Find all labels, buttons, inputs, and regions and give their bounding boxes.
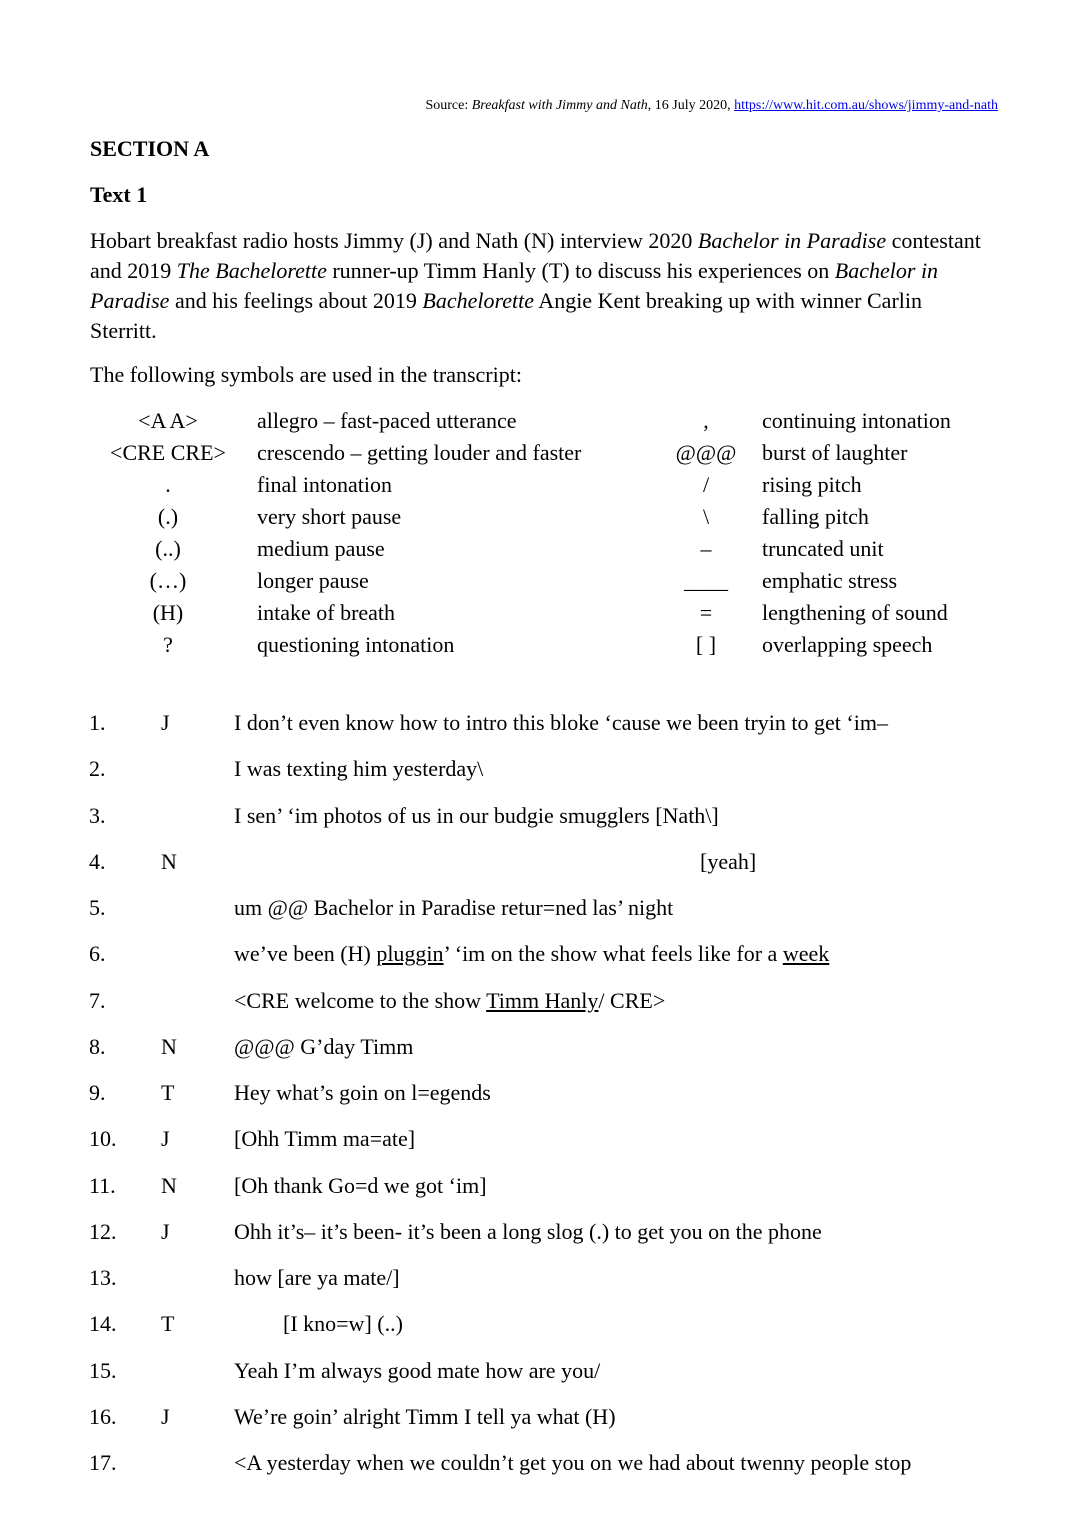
symbol: , [703, 408, 709, 433]
symbol: [ ] [695, 632, 717, 657]
symbol-meaning: longer pause [257, 568, 369, 593]
line-number: 1. [89, 710, 106, 735]
line-number: 12. [89, 1219, 117, 1244]
show-title: Bachelor in Paradise [90, 258, 939, 313]
transcript-line [0, 803, 1084, 833]
intro-paragraph [90, 226, 990, 346]
symbol-meaning: allegro – fast-paced utterance [257, 408, 517, 433]
source-label: Source: [425, 98, 472, 113]
symbol-meaning: medium pause [257, 536, 385, 561]
utterance: I was texting him yesterday\ [234, 756, 484, 781]
transcript-line [0, 1450, 1084, 1480]
line-number: 7. [89, 988, 106, 1013]
utterance: I don’t even know how to intro this bloke ‘cause we been tryin to get ‘im– [234, 710, 888, 735]
speaker: N [161, 849, 177, 874]
show-title: The Bachelorette [176, 258, 327, 283]
line-number: 5. [89, 895, 106, 920]
symbol: ____ [684, 568, 728, 593]
symbol: @@@ [675, 440, 737, 465]
symbol-row [0, 568, 1084, 600]
source-date: , 16 July 2020, [647, 98, 735, 113]
source-programme: Breakfast with Jimmy and Nath [471, 98, 648, 113]
utterance: Hey what’s goin on l=egends [234, 1080, 491, 1105]
symbol-row [0, 408, 1084, 440]
symbol-row [0, 440, 1084, 472]
emphatic-stress: Timm Hanly [486, 988, 599, 1013]
symbol-row [0, 472, 1084, 504]
symbol: (.) [157, 504, 179, 529]
transcript-line [0, 1080, 1084, 1110]
utterance: <A yesterday when we couldn’t get you on we had about twenny people stop [234, 1450, 912, 1475]
symbol-row [0, 632, 1084, 664]
transcript-line [0, 710, 1084, 740]
text-heading: Text 1 [90, 182, 148, 207]
speaker: T [161, 1080, 175, 1105]
symbol-row [0, 600, 1084, 632]
line-number: 6. [89, 941, 106, 966]
symbol: <CRE CRE> [110, 440, 226, 465]
line-number: 3. [89, 803, 106, 828]
source-citation [425, 98, 998, 114]
symbol: (..) [155, 536, 181, 561]
utterance: [yeah] [700, 849, 757, 874]
source-link[interactable]: https://www.hit.com.au/shows/jimmy-and-nath [734, 98, 998, 113]
transcript-line [0, 1173, 1084, 1203]
symbol-meaning: truncated unit [762, 536, 884, 561]
symbol: <A A> [138, 408, 198, 433]
utterance: I sen’ ‘im photos of us in our budgie smugglers [Nath\] [234, 803, 719, 828]
show-title: Bachelor in Paradise [697, 228, 887, 253]
intro-text: contestant and 2019 [90, 228, 981, 283]
transcript-line [0, 1311, 1084, 1341]
transcript-line [0, 756, 1084, 786]
intro-text: Hobart breakfast radio hosts Jimmy (J) and Nath (N) interview 2020 [90, 228, 698, 253]
symbol: (H) [152, 600, 184, 625]
line-number: 13. [89, 1265, 117, 1290]
line-number: 10. [89, 1126, 117, 1151]
transcript-line [0, 1404, 1084, 1434]
speaker: J [161, 1219, 170, 1244]
symbol: ? [163, 632, 173, 657]
line-number: 2. [89, 756, 106, 781]
transcript-line [0, 941, 1084, 971]
utterance: [Oh thank Go=d we got ‘im] [234, 1173, 487, 1198]
symbols-intro: The following symbols are used in the transcript: [90, 362, 522, 387]
symbol: – [700, 536, 712, 561]
intro-text: runner-up Timm Hanly (T) to discuss his experiences on [326, 258, 835, 283]
line-number: 15. [89, 1358, 117, 1383]
intro-text: Angie Kent breaking up with winner Carlin Sterritt. [90, 288, 922, 343]
line-number: 4. [89, 849, 106, 874]
symbol-meaning: intake of breath [257, 600, 396, 625]
symbol-row [0, 536, 1084, 568]
utterance: um @@ Bachelor in Paradise retur=ned las’ night [234, 895, 674, 920]
line-number: 16. [89, 1404, 117, 1429]
speaker: J [161, 1126, 170, 1151]
symbol-meaning: final intonation [257, 472, 393, 497]
utterance: @@@ G’day Timm [234, 1034, 414, 1059]
speaker: J [161, 1404, 170, 1429]
symbol: (…) [149, 568, 187, 593]
transcript-line [0, 1358, 1084, 1388]
speaker: N [161, 1173, 177, 1198]
symbol-meaning: overlapping speech [762, 632, 933, 657]
line-number: 8. [89, 1034, 106, 1059]
section-heading: SECTION A [90, 136, 210, 161]
speaker: N [161, 1034, 177, 1059]
symbol-meaning: questioning intonation [257, 632, 455, 657]
emphatic-stress: week [782, 941, 830, 966]
transcript-line [0, 1219, 1084, 1249]
speaker: J [161, 710, 170, 735]
utterance: Yeah I’m always good mate how are you/ [234, 1358, 601, 1383]
symbol: = [699, 600, 713, 625]
line-number: 11. [89, 1173, 116, 1198]
intro-text: and his feelings about 2019 [169, 288, 423, 313]
transcript-line [0, 1126, 1084, 1156]
symbol-meaning: very short pause [257, 504, 402, 529]
symbol-row [0, 504, 1084, 536]
transcript-line [0, 1034, 1084, 1064]
utterance: how [are ya mate/] [234, 1265, 400, 1290]
line-number: 14. [89, 1311, 117, 1336]
speaker: T [161, 1311, 175, 1336]
show-title: Bachelorette [422, 288, 535, 313]
symbol-meaning: continuing intonation [762, 408, 951, 433]
utterance: [Ohh Timm ma=ate] [234, 1126, 416, 1151]
transcript-line [0, 849, 1084, 879]
symbol-meaning: emphatic stress [762, 568, 898, 593]
utterance: <CRE welcome to the show Timm Hanly/ CRE> [234, 988, 666, 1013]
symbol-meaning: falling pitch [762, 504, 869, 529]
transcript-line [0, 1265, 1084, 1295]
line-number: 9. [89, 1080, 106, 1105]
symbol-meaning: rising pitch [762, 472, 862, 497]
symbol: \ [702, 504, 710, 529]
symbol-meaning: burst of laughter [762, 440, 908, 465]
emphatic-stress: pluggin [376, 941, 444, 966]
line-number: 17. [89, 1450, 117, 1475]
symbol: / [702, 472, 710, 497]
symbol-meaning: crescendo – getting louder and faster [257, 440, 582, 465]
utterance: we’ve been (H) pluggin’ ‘im on the show what feels like for a week [234, 941, 830, 966]
transcript-line [0, 895, 1084, 925]
symbol-meaning: lengthening of sound [762, 600, 948, 625]
transcript-line [0, 988, 1084, 1018]
utterance: Ohh it’s– it’s been- it’s been a long slog (.) to get you on the phone [234, 1219, 822, 1244]
utterance: [I kno=w] (..) [283, 1311, 403, 1336]
symbol: . [165, 472, 171, 497]
utterance: We’re goin’ alright Timm I tell ya what (H) [234, 1404, 616, 1429]
